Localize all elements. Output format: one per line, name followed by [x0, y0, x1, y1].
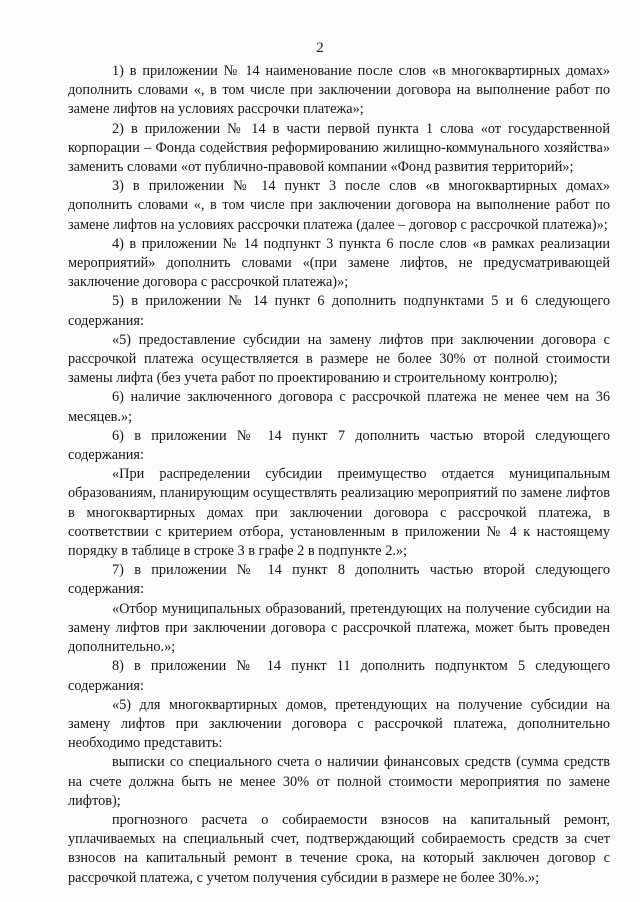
document-body — [68, 62, 610, 888]
paragraph-11: «Отбор муниципальных образований, претендующих на получение субсидии на замену лифтов при заключении договора с рассрочкой платежа, может быть проведен дополнительно.»; — [68, 600, 610, 656]
paragraph-15: прогнозного расчета о собираемости взносов на капитальный ремонт, уплачиваемых на специальный счет, подтверждающий собираемость средств за счет взносов на капитальный ремонт в течение срока, на который заключен договор с рассрочкой платежа, с учетом получения субсидии в размере не более 30%.»; — [68, 811, 610, 886]
paragraph-12: 8) в приложении № 14 пункт 11 дополнить подпунктом 5 следующего содержания: — [68, 658, 610, 694]
paragraph-2: 2) в приложении № 14 в части первой пункта 1 слова «от государственной корпорации – Фонда содействия реформированию жилищно-коммунального хозяйства» заменить словами «от публично-правовой компании «Фонд развития территорий»; — [68, 120, 610, 176]
paragraph-3: 3) в приложении № 14 пункт 3 после слов «в многоквартирных домах» дополнить словами «, в том числе при заключении договора на выполнение работ по замене лифтов на условиях рассрочки платежа (далее – договор с рассрочкой платежа)»; — [68, 178, 610, 233]
paragraph-4: 4) в приложении № 14 подпункт 3 пункта 6 после слов «в рамках реализации мероприятий» дополнить словами «(при замене лифтов, не предусматривающей заключение договора с рассрочкой платежа)»; — [68, 235, 610, 291]
paragraph-6: «5) предоставление субсидии на замену лифтов при заключении договора с рассрочкой платежа осуществляется в размере не более 30% от полной стоимости замены лифта (без учета работ по проектированию и строительному контролю); — [68, 331, 610, 387]
paragraph-5: 5) в приложении № 14 пункт 6 дополнить подпунктами 5 и 6 следующего содержания: — [68, 293, 610, 329]
paragraph-13: «5) для многоквартирных домов, претендующих на получение субсидии на замену лифтов при заключении договора с рассрочкой платежа, дополнительно необходимо представить: — [68, 696, 610, 752]
paragraph-10: 7) в приложении № 14 пункт 8 дополнить частью второй следующего содержания: — [68, 562, 610, 598]
paragraph-7: 6) наличие заключенного договора с рассрочкой платежа не менее чем на 36 месяцев.»; — [68, 389, 610, 425]
page-number: 2 — [316, 40, 324, 56]
paragraph-1: 1) в приложении № 14 наименование после слов «в многоквартирных домах» дополнить словами «, в том числе при заключении договора на выполнение работ по замене лифтов на условиях рассрочки платежа»; — [68, 63, 610, 118]
paragraph-9: «При распределении субсидии преимущество отдается муниципальным образованиям, планирующим осуществлять реализацию мероприятий по замене лифтов в многоквартирных домах при заключении договора с рассрочкой платежа, в соответствии с критерием отбора, установленным в приложении № 4 к настоящему порядку в таблице в строке 3 в графе 2 в подпункте 2.»; — [68, 466, 610, 560]
paragraph-14: выписки со специального счета о наличии финансовых средств (сумма средств на счете должна быть не менее 30% от полной стоимости мероприятия по замене лифтов); — [68, 754, 610, 809]
paragraph-8: 6) в приложении № 14 пункт 7 дополнить частью второй следующего содержания: — [68, 427, 610, 464]
